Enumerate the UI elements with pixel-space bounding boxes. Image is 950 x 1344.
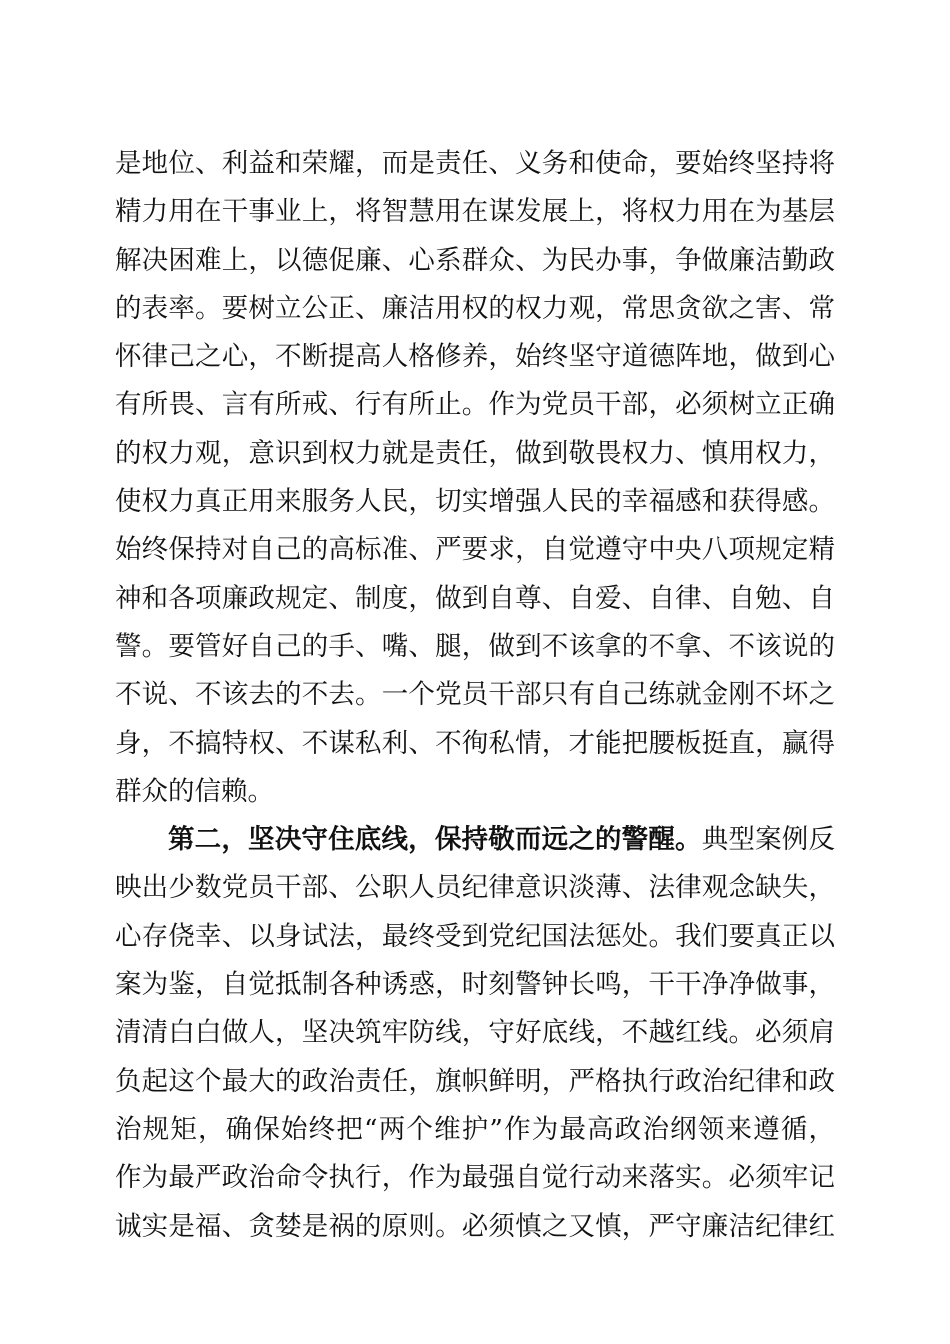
text-line: 群众的信赖。 [115, 775, 274, 807]
text-line: 身，不搞特权、不谋私利、不徇私情，才能把腰板挺直，赢得 [115, 727, 835, 759]
text-line: 案为鉴，自觉抵制各种诱惑，时刻警钟长鸣，干干净净做事， [115, 969, 835, 1001]
paragraph-2 [115, 816, 835, 1251]
text-line: 神和各项廉政规定、制度，做到自尊、自爱、自律、自勉、自 [115, 582, 835, 614]
text-line: 解决困难上，以德促廉、心系群众、为民办事，争做廉洁勤政 [115, 244, 835, 276]
text-line: 作为最严政治命令执行，作为最强自觉行动来落实。必须牢记 [115, 1162, 835, 1194]
text-line: 不说、不该去的不去。一个党员干部只有自己练就金刚不坏之 [115, 679, 835, 711]
text-line: 使权力真正用来服务人民，切实增强人民的幸福感和获得感。 [115, 486, 835, 518]
text-line: 负起这个最大的政治责任，旗帜鲜明，严格执行政治纪律和政 [115, 1065, 835, 1097]
text-line: 始终保持对自己的高标准、严要求，自觉遵守中央八项规定精 [115, 534, 835, 566]
heading-line-rest: 典型案例反 [701, 824, 835, 856]
text-line: 有所畏、言有所戒、行有所止。作为党员干部，必须树立正确 [115, 389, 835, 421]
text-line: 的表率。要树立公正、廉洁用权的权力观，常思贪欲之害、常 [115, 292, 835, 324]
text-line: 警。要管好自己的手、嘴、腿，做到不该拿的不拿、不该说的 [115, 630, 835, 662]
body-text [115, 140, 835, 1251]
text-line: 怀律己之心，不断提高人格修养，始终坚守道德阵地，做到心 [115, 341, 835, 373]
text-line: 治规矩，确保始终把“两个维护”作为最高政治纲领来遵循， [115, 1113, 835, 1145]
section-heading: 第二，坚决守住底线，保持敬而远之的警醒。 [168, 824, 702, 856]
text-line: 诚实是福、贪婪是祸的原则。必须慎之又慎，严守廉洁纪律红 [115, 1210, 835, 1242]
text-line: 是地位、利益和荣耀，而是责任、义务和使命，要始终坚持将 [115, 148, 835, 179]
text-line: 清清白白做人，坚决筑牢防线，守好底线，不越红线。必须肩 [115, 1017, 835, 1049]
text-line: 心存侥幸、以身试法，最终受到党纪国法惩处。我们要真正以 [115, 920, 835, 952]
paragraph-1 [115, 140, 835, 816]
text-line: 的权力观，意识到权力就是责任，做到敬畏权力、慎用权力， [115, 437, 835, 469]
text-line: 映出少数党员干部、公职人员纪律意识淡薄、法律观念缺失， [115, 872, 835, 904]
text-line: 精力用在干事业上，将智慧用在谋发展上，将权力用在为基层 [115, 196, 835, 228]
paragraph-2-first-line [115, 816, 835, 864]
